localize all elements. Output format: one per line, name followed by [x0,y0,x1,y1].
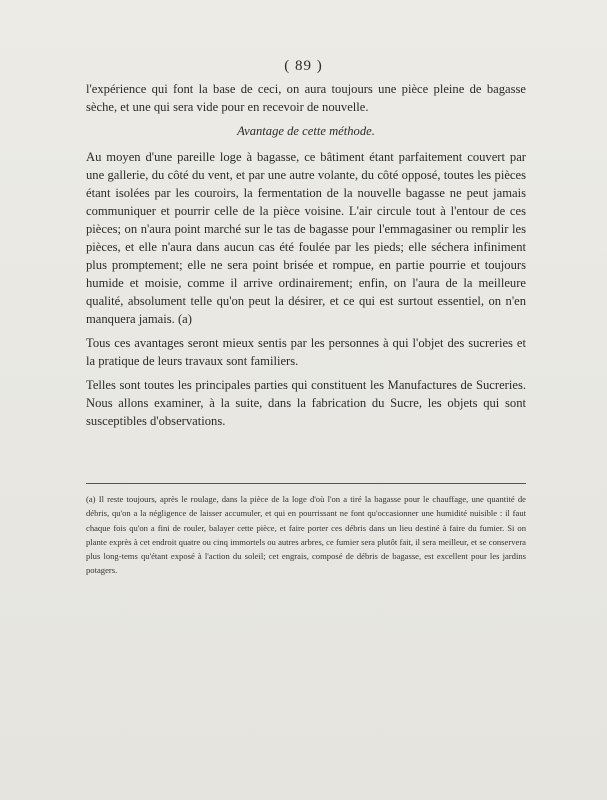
page-number: ( 89 ) [284,58,323,74]
section-heading: Avantage de cette méthode. [237,124,375,138]
paragraph-advantages: Au moyen d'une pareille loge à bagasse, ce bâtiment étant parfaitement couvert par une gallerie, du côté du vent, et par une autre volante, du côté opposé, toutes les pièces étant isolées par les couroirs, la fermentation de la nouvelle bagasse ne peut jamais communiquer et pourrir celle de la pièce voisine. L'air circule tout à l'entour de ces pièces; on n'aura point marché sur le tas de bagasse pour l'emmagasiner ou remplir les pièces, et elle n'aura dans aucun cas été foulée par les pieds; elle séchera infiniment plus promptement; elle ne sera point brisée et rompue, en partie pourrie et toujours humide et moisie, comme il arrive ordinairement; enfin, on l'aura de la meilleure qualité, absolument telle qu'on peut la désirer, et ce qui est surtout essentiel, on n'en manquera jamais. (a) [86,150,526,326]
paragraph-continuation: l'expérience qui font la base de ceci, on aura toujours une pièce pleine de bagasse sèche, et une qui sera vide pour en recevoir de nouvelle. [86,82,526,114]
paragraph-conclusion: Telles sont toutes les principales parties qui constituent les Manufactures de Sucreries. Nous allons examiner, à la suite, dans la fabrication du Sucre, les objets qui sont susceptibles d'observations. [86,378,526,428]
body-text [86,80,526,436]
paragraph-benefits: Tous ces avantages seront mieux sentis par les personnes à qui l'objet des sucreries et la pratique de leurs travaux sont familiers. [86,336,526,368]
footnote: (a) Il reste toujours, après le roulage, dans la pièce de la loge d'où l'on a tiré la bagasse pour le chauffage, une quantité de débris, qu'on a la négligence de laisser accumuler, et qui en pourrissant ne font qu'occasionner une humidité nuisible : il faut chaque fois qu'on a fini de rouler, balayer cette pièce, et faire porter ces débris dans un lieu destiné à faire du fumier. Si on plante exprès à cet endroit quatre ou cinq immortels ou autres arbres, ce fumier sera plutôt fait, il sera meilleur, et se conservera plus long-tems qu'étant exposé à l'action du soleil; cet engrais, composé de débris de bagasse, est excellent pour les jardins potagers. [86,494,526,576]
footnote-divider [86,483,526,484]
